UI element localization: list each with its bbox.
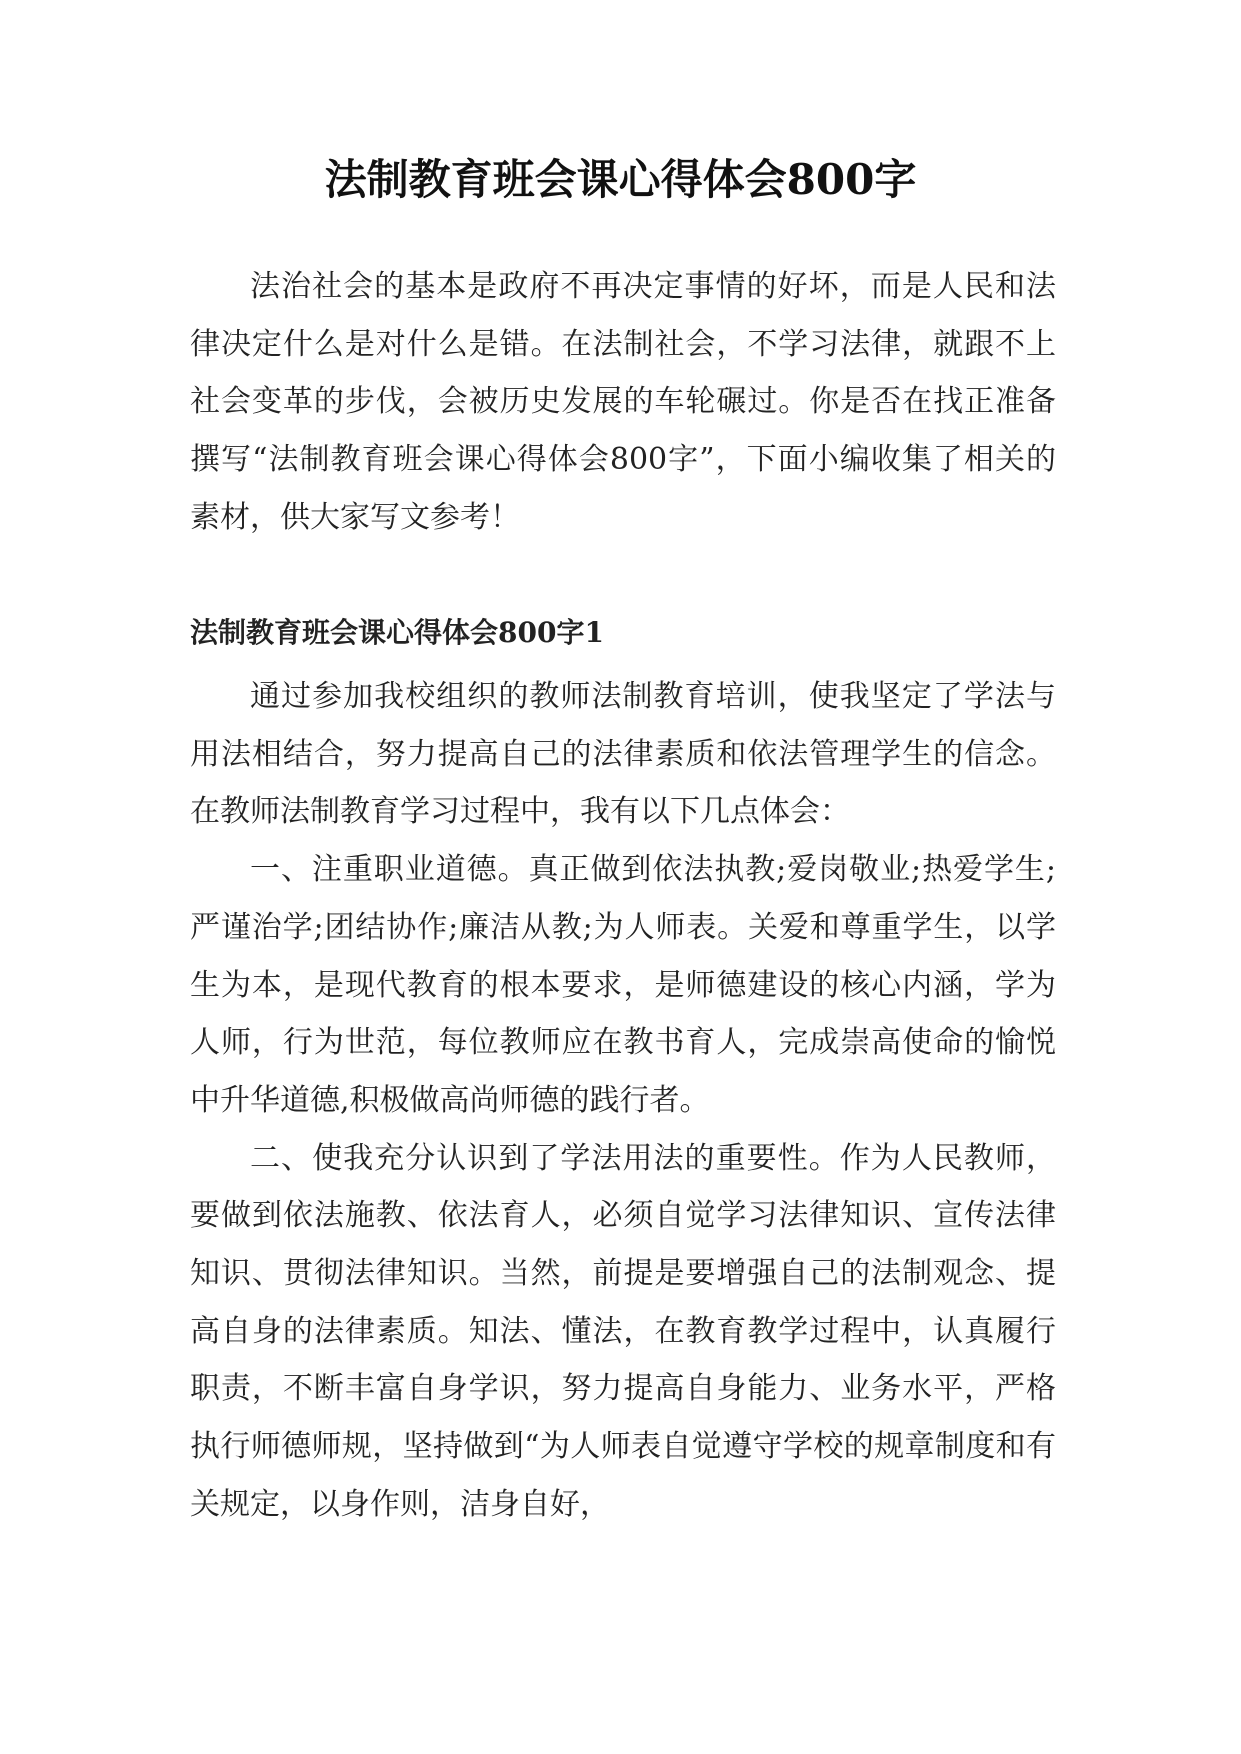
body-paragraph: 二、使我充分认识到了学法用法的重要性。作为人民教师，要做到依法施教、依法育人，必须自觉学习法律知识、宣传法律知识、贯彻法律知识。当然，前提是要增强自己的法制观念、提高自身的法律素质。知法、懂法，在教育教学过程中，认真履行职责，不断丰富自身学识，努力提高自身能力、业务水平，严格执行师德师规，坚持做到“为人师表自觉遵守学校的规章制度和有关规定，以身作则，洁身自好， xyxy=(190,1140,1056,1522)
body-paragraph: 通过参加我校组织的教师法制教育培训，使我坚定了学法与用法相结合，努力提高自己的法律素质和依法管理学生的信念。在教师法制教育学习过程中，我有以下几点体会： xyxy=(190,679,1056,830)
intro-paragraph-block xyxy=(190,258,1056,547)
intro-paragraph: 法治社会的基本是政府不再决定事情的好坏，而是人民和法律决定什么是对什么是错。在法制社会，不学习法律，就跟不上社会变革的步伐，会被历史发展的车轮碾过。你是否在找正准备撰写“法制教育班会课心得体会800字”，下面小编收集了相关的素材，供大家写文参考！ xyxy=(190,269,1056,535)
section-heading: 法制教育班会课心得体会800字1 xyxy=(190,616,604,649)
section-body xyxy=(190,668,1056,1534)
document-title: 法制教育班会课心得体会800字 xyxy=(324,155,917,204)
body-paragraph: 一、注重职业道德。真正做到依法执教;爱岗敬业;热爱学生;严谨治学;团结协作;廉洁从教;为人师表。关爱和尊重学生，以学生为本，是现代教育的根本要求，是师德建设的核心内涵，学为人师，行为世范，每位教师应在教书育人，完成崇高使命的愉悦中升华道德,积极做高尚师德的践行者。 xyxy=(190,852,1056,1118)
